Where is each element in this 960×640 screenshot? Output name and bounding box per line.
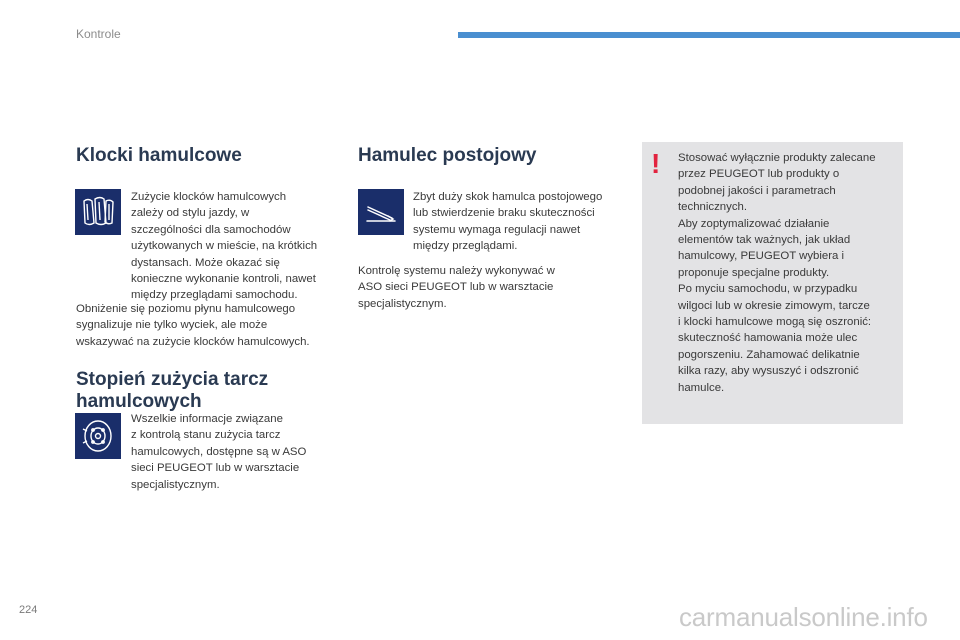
text-line: systemu wymaga regulacji nawet: [413, 223, 581, 236]
text-line: Zużycie klocków hamulcowych: [131, 191, 287, 203]
text-line: kilka razy, aby wysuszyć i odszronić: [678, 365, 859, 378]
parking-brake-heading: Hamulec postojowy: [358, 145, 537, 166]
disc-wear-heading: [76, 369, 268, 413]
text-line: Obniżenie się poziomu płynu hamulcowego: [76, 303, 296, 315]
text-line: Zbyt duży skok hamulca postojowego: [413, 191, 603, 203]
warning-text: [678, 150, 900, 396]
text-line: Wszelkie informacje związane: [131, 413, 283, 425]
disc-wear-text: [131, 411, 341, 493]
section-title: Kontrole: [76, 27, 121, 41]
text-line: sygnalizuje nie tylko wyciek, ale może: [76, 319, 268, 332]
disc-wear-heading-line1: Stopień zużycia tarcz: [76, 369, 269, 390]
brake-pads-icon: [75, 189, 121, 235]
text-line: Kontrolę systemu należy wykonywać w: [358, 265, 555, 277]
text-line: wilgoci lub w okresie zimowym, tarcze: [678, 299, 870, 312]
text-line: wskazywać na zużycie klocków hamulcowych.: [76, 335, 310, 348]
page-number: 224: [19, 604, 38, 616]
text-line: Aby zoptymalizować działanie: [678, 217, 830, 230]
text-line: hamulce.: [678, 381, 725, 394]
text-line: specjalistycznym.: [131, 478, 220, 491]
parking-brake-lever-icon: [358, 189, 404, 235]
text-line: ASO sieci PEUGEOT lub w warsztacie: [358, 281, 554, 294]
brake-pads-heading: Klocki hamulcowe: [76, 145, 242, 166]
text-line: zależy od stylu jazdy, w: [131, 207, 250, 220]
text-line: proponuje specjalne produkty.: [678, 266, 830, 279]
text-line: Po myciu samochodu, w przypadku: [678, 283, 858, 296]
text-line: użytkowanych w mieście, na krótkich: [131, 240, 318, 253]
watermark: carmanualsonline.info: [679, 602, 928, 632]
text-line: elementów tak ważnych, jak układ: [678, 234, 851, 247]
text-line: między przeglądami samochodu.: [131, 289, 298, 302]
text-line: przez PEUGEOT lub produkty o: [678, 168, 840, 181]
text-line: z kontrolą stanu zużycia tarcz: [131, 429, 281, 442]
text-line: Stosować wyłącznie produkty zalecane: [678, 152, 876, 164]
text-line: dystansach. Może okazać się: [131, 256, 280, 269]
text-line: hamulcowy, PEUGEOT wybiera i: [678, 250, 845, 263]
text-line: sieci PEUGEOT lub w warsztacie: [131, 462, 300, 475]
text-line: lub stwierdzenie braku skuteczności: [413, 207, 595, 220]
text-line: skuteczność hamowania może ulec: [678, 332, 858, 345]
brake-pads-text: [131, 189, 341, 304]
brake-fluid-text: [76, 301, 346, 350]
text-line: podobnej jakości i parametrach: [678, 184, 836, 197]
text-line: między przeglądami.: [413, 240, 518, 253]
text-line: hamulcowych, dostępne są w ASO: [131, 445, 307, 458]
text-line: specjalistycznym.: [358, 297, 447, 310]
disc-wear-heading-line2: hamulcowych: [76, 391, 202, 412]
header-accent-bar: [458, 32, 960, 38]
text-line: konieczne wykonanie kontroli, nawet: [131, 273, 316, 286]
text-line: szczególności dla samochodów: [131, 223, 291, 236]
parking-brake-text: [413, 189, 628, 255]
text-line: i klocki hamulcowe mogą się oszronić:: [678, 316, 872, 329]
text-line: technicznych.: [678, 201, 748, 214]
text-line: pogorszeniu. Zahamować delikatnie: [678, 348, 860, 361]
brake-disc-icon: [75, 413, 121, 459]
parking-brake-service-text: [358, 263, 618, 312]
warning-exclamation-icon: !: [651, 148, 661, 179]
